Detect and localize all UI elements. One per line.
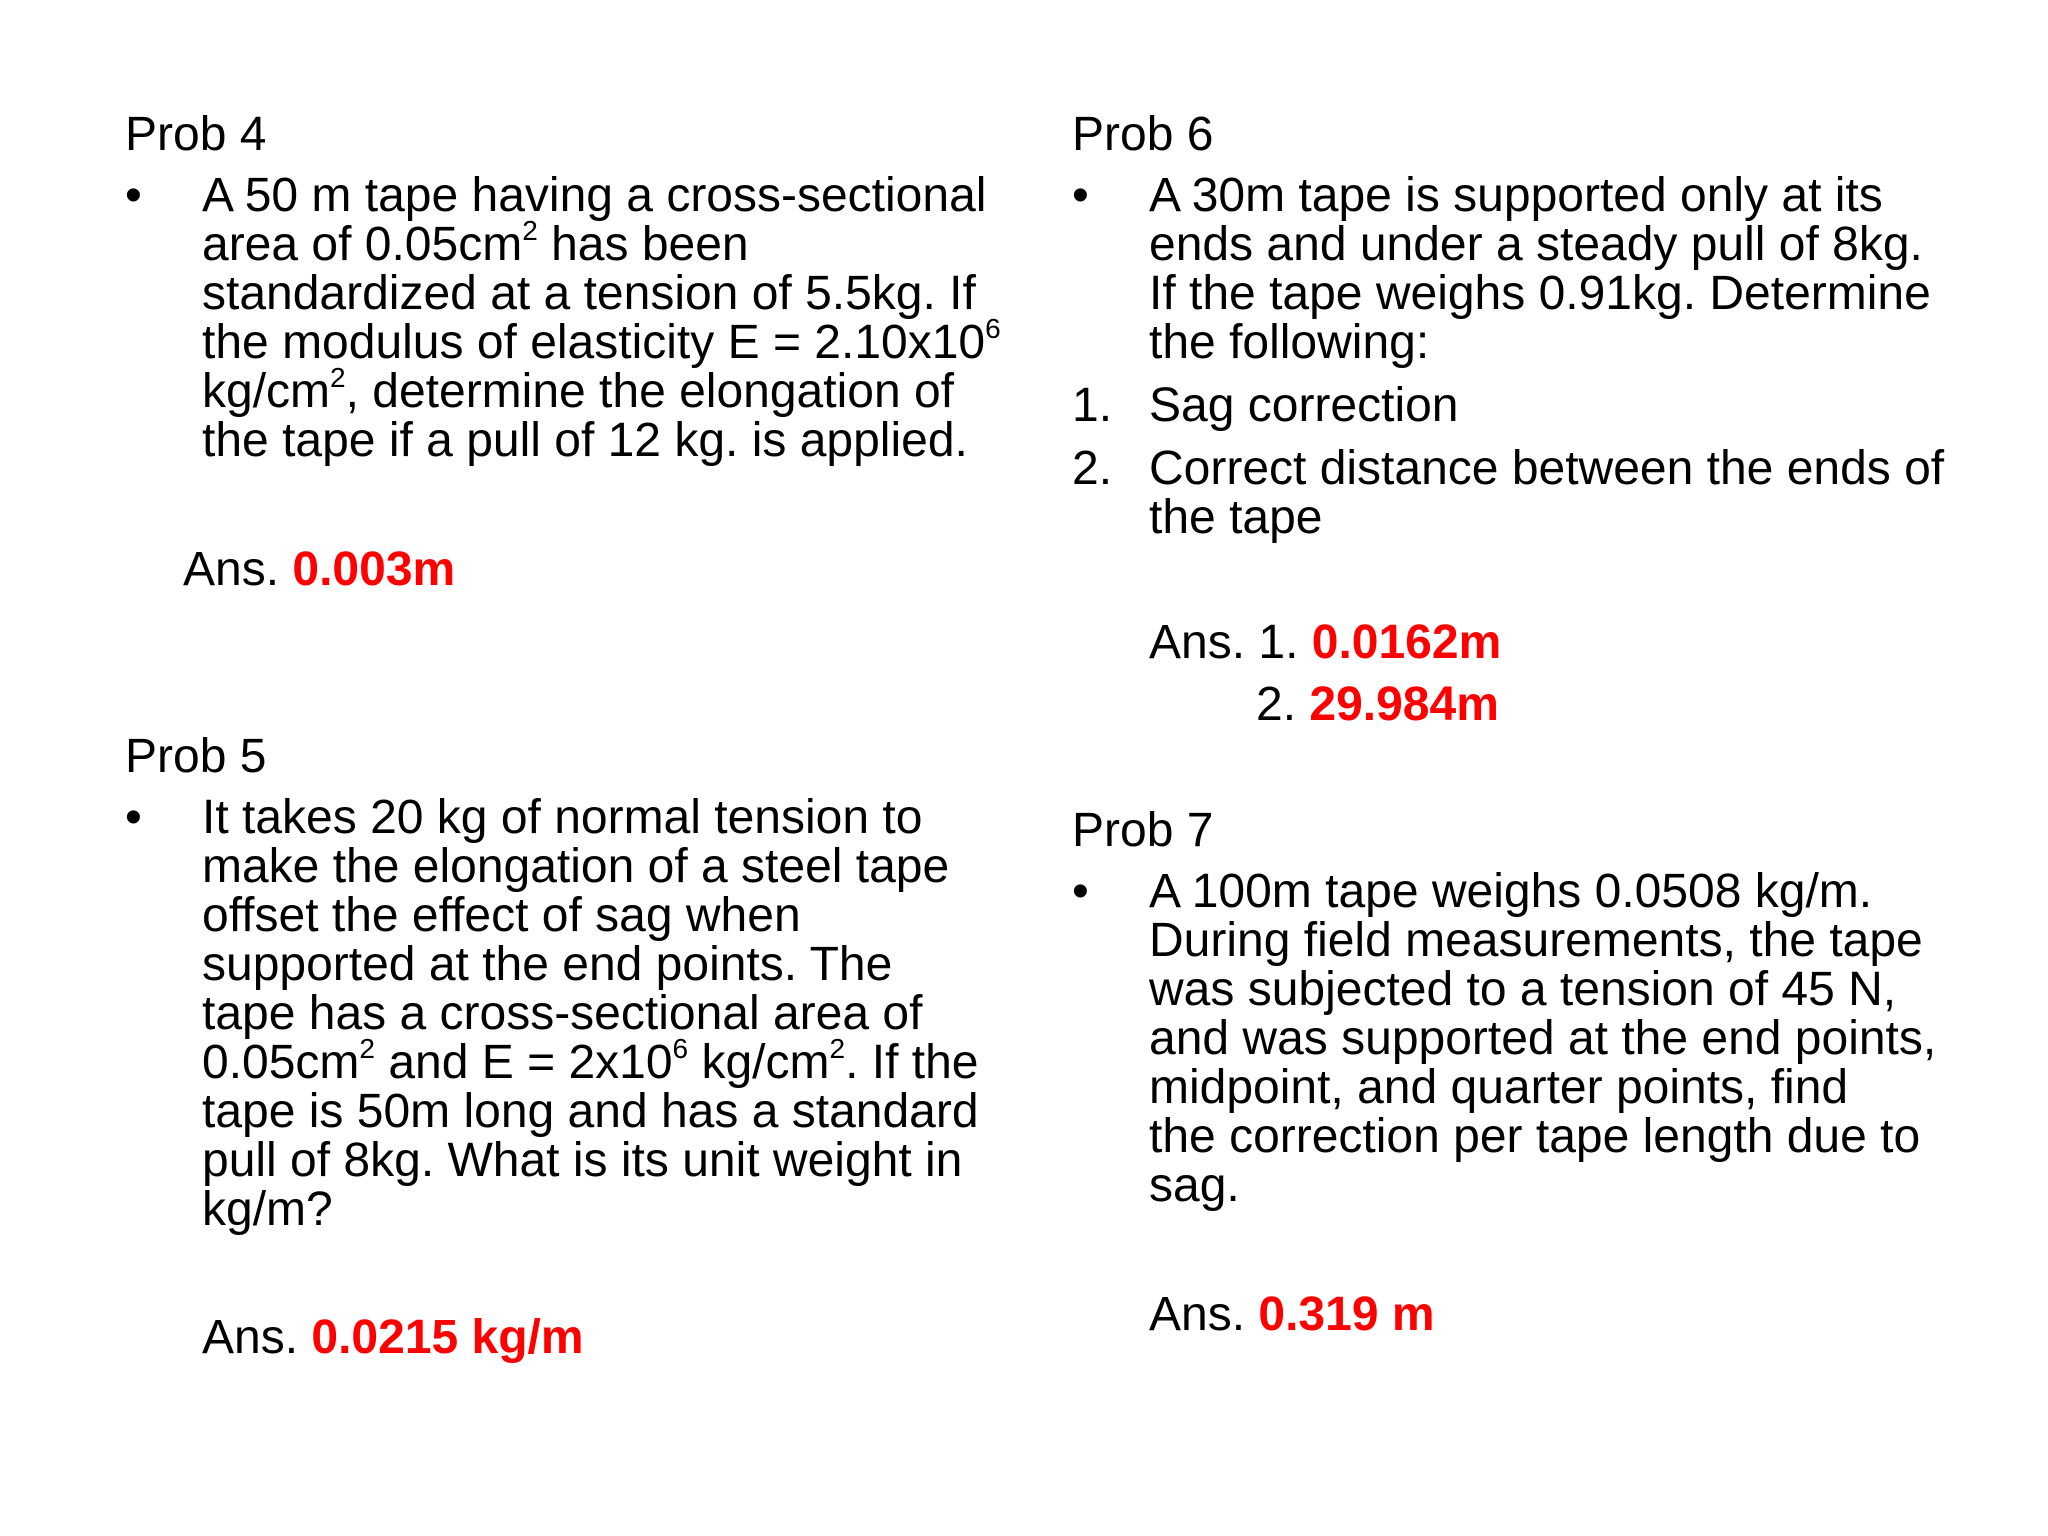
prob4-line: A 50 m tape having a cross-sectional: [202, 169, 987, 222]
prob7-answer-value: 0.319 m: [1258, 1288, 1435, 1341]
prob4-statement: [125, 171, 1025, 465]
prob7-line: sag.: [1149, 1159, 1240, 1212]
prob4-line: $kg/cm^2$, determine the elongation of: [202, 362, 955, 418]
prob5-answer: Ans. 0.0215 kg/m: [202, 1311, 584, 1364]
bullet-icon: •: [1072, 169, 1089, 222]
list-number: 2.: [1072, 442, 1113, 495]
prob7-line: During field measurements, the tape: [1149, 914, 1923, 967]
prob4-line: the tape if a pull of 12 kg. is applied.: [202, 414, 968, 467]
prob4-line: the modulus of elasticity $E = 2.10x10^6$: [202, 313, 1001, 369]
prob6-block: [1072, 110, 2012, 542]
prob5-block: [125, 732, 1025, 1234]
prob7-line: A 100m tape weighs 0.0508 kg/m.: [1149, 865, 1873, 918]
prob5-heading: Prob 5: [125, 730, 267, 783]
prob7-heading: Prob 7: [1072, 804, 1214, 857]
prob6-answer-2: 2. 29.984m: [1256, 678, 1499, 731]
prob5-line: make the elongation of a steel tape: [202, 840, 950, 893]
list-number: 1.: [1072, 379, 1113, 432]
prob7-line: the correction per tape length due to: [1149, 1110, 1921, 1163]
bullet-icon: •: [125, 791, 142, 844]
prob7-statement: [1072, 867, 2012, 1210]
prob5-line: supported at the end points. The: [202, 938, 893, 991]
prob5-line: $0.05cm^2$ and $E = 2x10^6$ $kg/cm^2$. If the: [202, 1033, 979, 1089]
bullet-icon: •: [1072, 865, 1089, 918]
prob5-line: offset the effect of sag when: [202, 889, 801, 942]
prob5-answer-value: 0.0215 kg/m: [311, 1311, 584, 1364]
prob7-line: midpoint, and quarter points, find: [1149, 1061, 1849, 1114]
prob4-line: area of $0.05cm^2$ has been: [202, 215, 749, 271]
prob6-item-1: 1. Sag correction: [1072, 379, 1459, 432]
prob6-answer-1-value: 0.0162m: [1311, 616, 1502, 669]
prob4-heading: Prob 4: [125, 108, 267, 161]
prob5-line: kg/m?: [202, 1183, 333, 1236]
prob4-answer-value: 0.003m: [292, 543, 456, 596]
prob5-line: It takes 20 kg of normal tension to: [202, 791, 923, 844]
prob6-answer-1: Ans. 1. 0.0162m: [1149, 616, 1502, 669]
prob4-answer: Ans. 0.003m: [183, 543, 456, 596]
prob6-line: ends and under a steady pull of 8kg.: [1149, 218, 1923, 271]
prob6-answer-2-value: 29.984m: [1309, 678, 1499, 731]
prob6-heading: Prob 6: [1072, 108, 1214, 161]
prob7-answer: Ans. 0.319 m: [1149, 1288, 1435, 1341]
prob5-line: tape is 50m long and has a standard: [202, 1085, 979, 1138]
prob7-line: and was supported at the end points,: [1149, 1012, 1937, 1065]
prob5-statement: [125, 793, 1025, 1234]
prob7-line: was subjected to a tension of 45 N,: [1149, 963, 1897, 1016]
prob6-line: the following:: [1149, 316, 1430, 369]
prob6-line: A 30m tape is supported only at its: [1149, 169, 1883, 222]
prob5-line: tape has a cross-sectional area of: [202, 987, 923, 1040]
prob4-block: [125, 110, 1025, 465]
prob6-line: If the tape weighs 0.91kg. Determine: [1149, 267, 1931, 320]
prob5-line: pull of 8kg. What is its unit weight in: [202, 1134, 963, 1187]
prob6-statement: [1072, 171, 2012, 367]
prob4-line: standardized at a tension of 5.5kg. If: [202, 267, 976, 320]
bullet-icon: •: [125, 169, 142, 222]
prob7-block: [1072, 806, 2012, 1210]
prob6-item-2: 2. Correct distance between the ends of the tape: [1072, 442, 1945, 544]
